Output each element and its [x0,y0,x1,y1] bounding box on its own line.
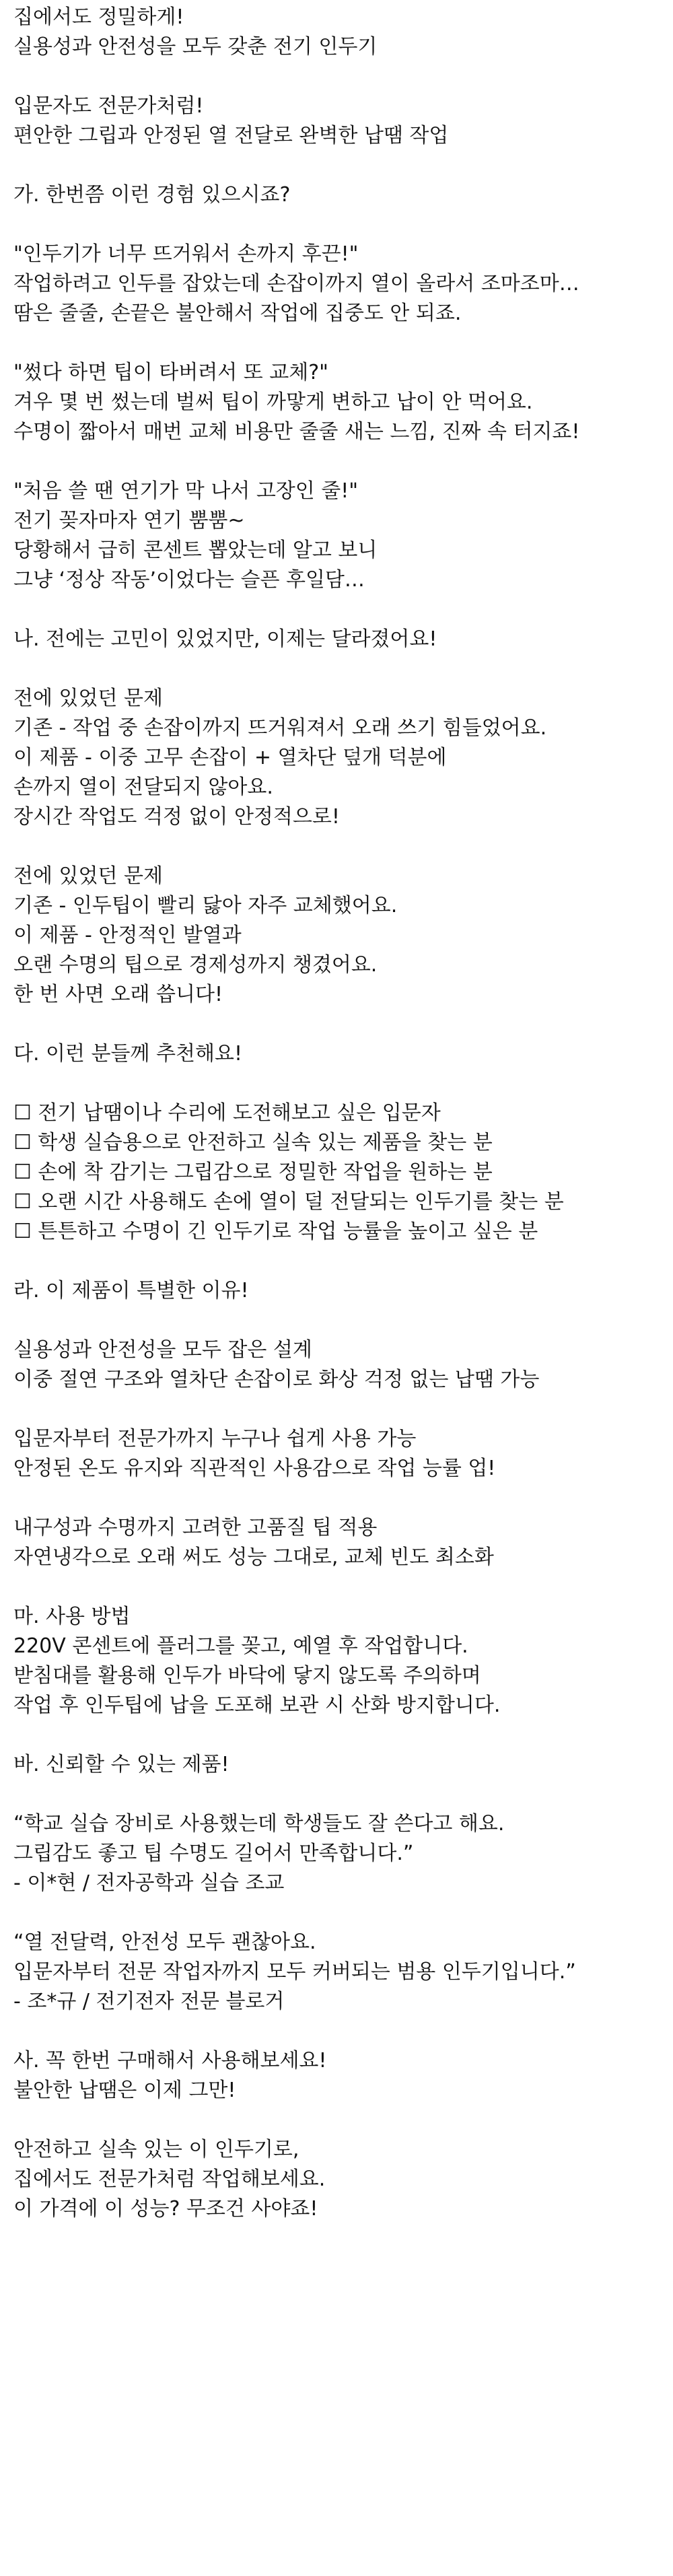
text-line: ☐ 전기 납땜이나 수리에 도전해보고 싶은 입문자 [13,1101,441,1125]
blank-line [13,1780,673,1809]
blank-line [13,1247,673,1276]
text-line: 전기 꽂자마자 연기 뿜뿜~ [13,509,245,532]
text-line: 가. 한번쯤 이런 경험 있으시죠? [13,183,291,207]
text-line: 안정된 온도 유지와 직관적인 사용감으로 작업 능률 업! [13,1457,496,1480]
blank-line [13,2017,673,2046]
blank-line [13,1898,673,1928]
text-line: 집에서도 전문가처럼 작업해보세요. [13,2167,326,2191]
text-line: “학교 실습 장비로 사용했는데 학생들도 잘 쓴다고 해요. [13,1812,505,1836]
text-line: 편안한 그립과 안정된 열 전달로 완벽한 납땜 작업 [13,124,449,147]
text-line: 라. 이 제품이 특별한 이유! [13,1279,249,1302]
text-line: ☐ 오랜 시간 사용해도 손에 열이 덜 전달되는 인두기를 찾는 분 [13,1190,564,1214]
text-line: "썼다 하면 팁이 타버려서 또 교체?" [13,361,328,384]
text-line: 땀은 줄줄, 손끝은 불안해서 작업에 집중도 안 되죠. [13,302,462,325]
text-line: 받침대를 활용해 인두가 바닥에 닿지 않도록 주의하며 [13,1664,481,1687]
text-line: 자연냉각으로 오래 써도 성능 그대로, 교체 빈도 최소화 [13,1545,494,1569]
blank-line [13,595,673,625]
blank-line [13,1484,673,1513]
text-line: "인두기가 너무 뜨거워서 손까지 후끈!" [13,242,359,266]
text-line: "처음 쓸 땐 연기가 막 나서 고장인 줄!" [13,479,359,503]
blank-line [13,1720,673,1750]
text-line: 그립감도 좋고 팁 수명도 길어서 만족합니다.” [13,1842,414,1865]
text-line: 이 제품 - 안정적인 발열과 [13,924,242,947]
text-line: 실용성과 안전성을 모두 갖춘 전기 인두기 [13,35,378,59]
text-line: 내구성과 수명까지 고려한 고품질 팁 적용 [13,1516,378,1539]
text-line: 전에 있었던 문제 [13,687,163,710]
text-line: 겨우 몇 번 썼는데 벌써 팁이 까맣게 변하고 납이 안 먹어요. [13,390,533,414]
text-line: 한 번 사면 오래 씁니다! [13,983,223,1006]
text-line: 수명이 짧아서 매번 교체 비용만 줄줄 새는 느낌, 진짜 속 터지죠! [13,420,580,444]
text-line: 바. 신뢰할 수 있는 제품! [13,1753,229,1776]
text-line: “열 전달력, 안전성 모두 괜찮아요. [13,1930,316,1954]
blank-line [13,1572,673,1602]
text-line: ☐ 손에 착 감기는 그립감으로 정밀한 작업을 원하는 분 [13,1160,493,1184]
text-line: ☐ 튼튼하고 수명이 긴 인두기로 작업 능률을 높이고 싶은 분 [13,1220,538,1243]
text-line: 사. 꼭 한번 구매해서 사용해보세요! [13,2049,327,2073]
text-line: 기존 - 인두팁이 빨리 닳아 자주 교체했어요. [13,894,398,917]
text-line: 안전하고 실속 있는 이 인두기로, [13,2138,299,2161]
text-line: 입문자부터 전문가까지 누구나 쉽게 사용 가능 [13,1427,417,1451]
text-line: 이 가격에 이 성능? 무조건 사야죠! [13,2197,318,2221]
text-line: ☐ 학생 실습용으로 안전하고 실속 있는 제품을 찾는 분 [13,1131,493,1154]
text-line: 220V 콘센트에 플러그를 꽂고, 예열 후 작업합니다. [13,1634,468,1658]
text-line: - 조*규 / 전기전자 전문 블로거 [13,1990,285,2013]
text-line: 작업 후 인두팁에 납을 도포해 보관 시 산화 방지합니다. [13,1694,501,1717]
text-line: 기존 - 작업 중 손잡이까지 뜨거워져서 오래 쓰기 힘들었어요. [13,716,547,740]
text-line: 오랜 수명의 팁으로 경제성까지 챙겼어요. [13,953,378,977]
text-line: 그냥 ‘정상 작동’이었다는 슬픈 후일담… [13,568,365,592]
blank-line [13,328,673,358]
text-line: 장시간 작업도 걱정 없이 안정적으로! [13,805,340,829]
blank-line [13,151,673,180]
blank-line [13,447,673,477]
text-line: 마. 사용 방법 [13,1605,131,1628]
text-line: 집에서도 정밀하게! [13,5,184,29]
text-line: 나. 전에는 고민이 있었지만, 이제는 달라졌어요! [13,627,437,651]
blank-line [13,1395,673,1424]
blank-line [13,1010,673,1039]
text-line: - 이*현 / 전자공학과 실습 조교 [13,1871,285,1895]
text-line: 이중 절연 구조와 열차단 손잡이로 화상 걱정 없는 납땜 가능 [13,1368,540,1391]
text-line: 실용성과 안전성을 모두 잡은 설계 [13,1338,312,1362]
blank-line [13,210,673,240]
blank-line [13,2105,673,2135]
blank-line [13,832,673,862]
text-line: 입문자도 전문가처럼! [13,94,204,118]
text-line: 이 제품 - 이중 고무 손잡이 + 열차단 덮개 덕분에 [13,746,447,769]
blank-line [13,1306,673,1335]
blank-line [13,1069,673,1099]
text-line: 불안한 납땜은 이제 그만! [13,2079,236,2102]
blank-line [13,62,673,92]
text-line: 작업하려고 인두를 잡았는데 손잡이까지 열이 올라서 조마조마… [13,272,579,295]
text-line: 당황해서 급히 콘센트 뽑았는데 알고 보니 [13,538,378,562]
text-line: 전에 있었던 문제 [13,864,163,888]
blank-line [13,654,673,684]
text-line: 다. 이런 분들께 추천해요! [13,1042,242,1066]
text-line: 입문자부터 전문 작업자까지 모두 커버되는 범용 인두기입니다.” [13,1960,576,1984]
text-line: 손까지 열이 전달되지 않아요. [13,775,273,799]
